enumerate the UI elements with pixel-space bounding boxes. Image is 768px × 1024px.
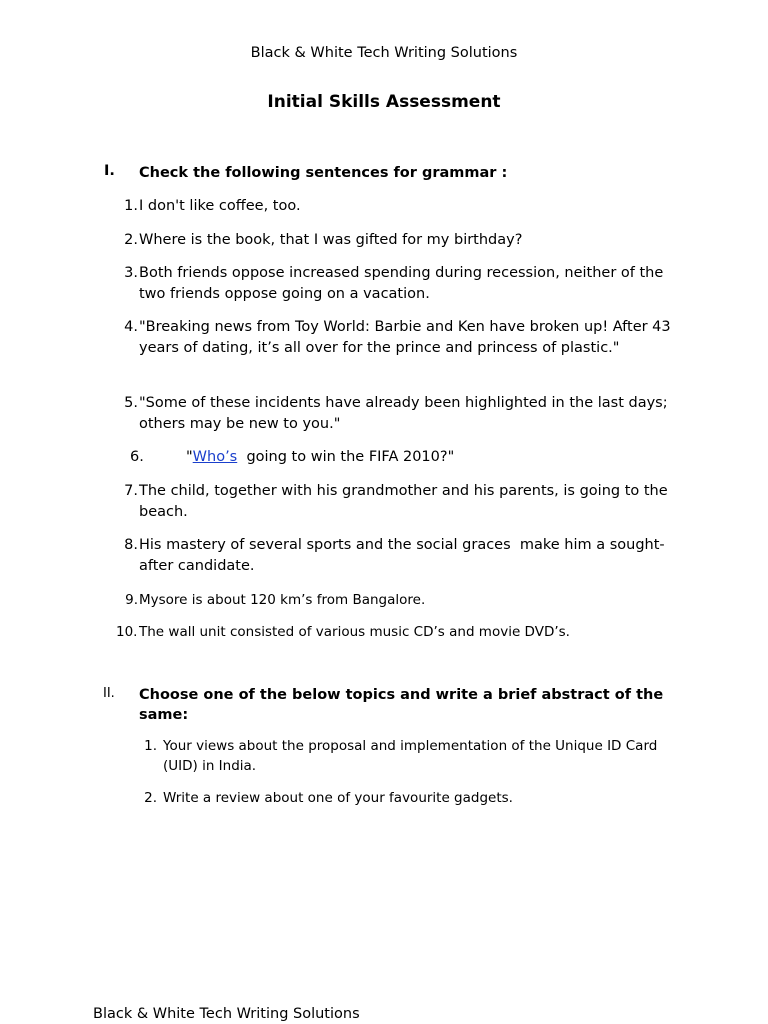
item-text: Where is the book, that I was gifted for my birthday? bbox=[139, 232, 523, 248]
item-number: 5. bbox=[124, 395, 138, 411]
item-number: 9. bbox=[125, 592, 138, 608]
item-text: Both friends oppose increased spending during recession, neither of the two friends oppose going on a vacation. bbox=[139, 265, 664, 302]
item-text: His mastery of several sports and the social graces make him a sought-after candidate. bbox=[139, 537, 665, 574]
page-footer: Black & White Tech Writing Solutions bbox=[93, 1006, 360, 1022]
section-1-number: I. bbox=[104, 163, 115, 179]
item-text: The child, together with his grandmother and his parents, is going to the beach. bbox=[139, 483, 668, 520]
section-1-heading: Check the following sentences for grammar : bbox=[139, 165, 508, 181]
item-number: 6. bbox=[130, 449, 144, 465]
item-number: 7. bbox=[124, 483, 138, 499]
item-number: 1. bbox=[144, 738, 157, 754]
item-text-rest: going to win the FIFA 2010?" bbox=[237, 449, 455, 465]
item-text bbox=[186, 447, 666, 468]
item-text: Mysore is about 120 km’s from Bangalore. bbox=[139, 592, 426, 608]
item-number: 4. bbox=[124, 319, 138, 335]
item-text: "Breaking news from Toy World: Barbie and Ken have broken up! After 43 years of dating, it’s all over for the prince and princess of plastic." bbox=[139, 319, 671, 356]
item-text: Your views about the proposal and implementation of the Unique ID Card (UID) in India. bbox=[163, 738, 658, 774]
item-number: 2. bbox=[144, 790, 157, 806]
section-2-heading: Choose one of the below topics and write a brief abstract of the same: bbox=[139, 687, 664, 723]
item-text: Write a review about one of your favourite gadgets. bbox=[163, 790, 513, 806]
item-number: 10. bbox=[116, 624, 138, 640]
item-text: The wall unit consisted of various music CD’s and movie DVD’s. bbox=[139, 624, 570, 640]
section-2-number: II. bbox=[103, 686, 115, 701]
item-number: 2. bbox=[124, 232, 138, 248]
page-title: Initial Skills Assessment bbox=[267, 92, 501, 112]
page-header: Black & White Tech Writing Solutions bbox=[250, 45, 518, 61]
item-number: 3. bbox=[124, 265, 138, 281]
item-text: I don't like coffee, too. bbox=[139, 198, 301, 214]
item-text: "Some of these incidents have already been highlighted in the last days; others may be new to you." bbox=[139, 395, 668, 432]
whos-link[interactable]: Who’s bbox=[192, 449, 238, 465]
item-number: 8. bbox=[124, 537, 138, 553]
item-number: 1. bbox=[124, 198, 138, 214]
quote-mark: " bbox=[186, 449, 193, 465]
